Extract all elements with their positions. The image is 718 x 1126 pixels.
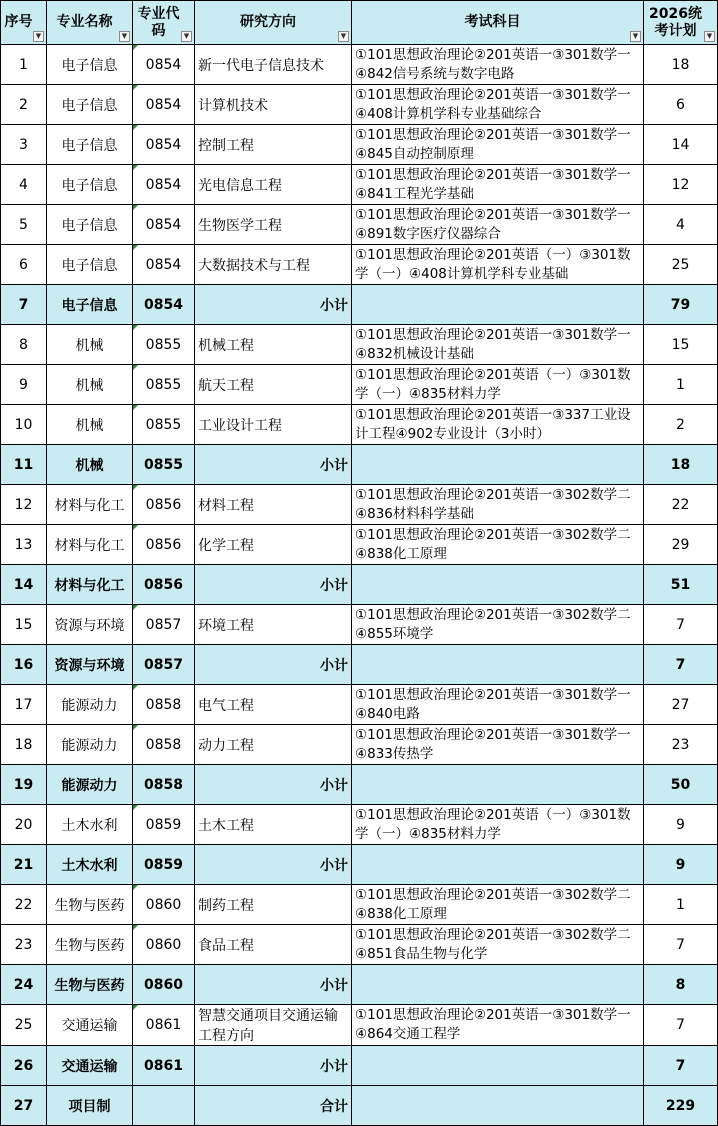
cell-seq: 23 <box>1 925 47 965</box>
cell-exam: ①101思想政治理论②201英语一③302数学二④851食品生物与化学 <box>352 925 644 965</box>
cell-seq: 25 <box>1 1005 47 1046</box>
cell-direction: 动力工程 <box>195 725 352 765</box>
cell-exam: ①101思想政治理论②201英语一③301数学一④891数字医疗仪器综合 <box>352 205 644 245</box>
cell-code-text: 0854 <box>145 216 182 233</box>
cell-marker-icon <box>133 125 138 130</box>
cell-marker-icon <box>133 165 138 170</box>
cell-direction: 航天工程 <box>195 365 352 405</box>
cell-subtotal-label: 小计 <box>195 645 352 685</box>
subtotal-row <box>1 565 718 605</box>
cell-code <box>133 885 195 925</box>
filter-dropdown-icon[interactable]: ▼ <box>338 31 349 42</box>
cell-seq: 5 <box>1 205 47 245</box>
cell-plan: 8 <box>644 965 718 1005</box>
cell-code <box>133 1005 195 1046</box>
cell-seq: 11 <box>1 445 47 485</box>
cell-plan: 7 <box>644 1046 718 1086</box>
cell-plan: 7 <box>644 1005 718 1046</box>
cell-direction: 新一代电子信息技术 <box>195 45 352 85</box>
cell-direction: 化学工程 <box>195 525 352 565</box>
table-row <box>1 325 718 365</box>
cell-major: 材料与化工 <box>47 565 133 605</box>
table-row <box>1 605 718 645</box>
subtotal-row <box>1 445 718 485</box>
cell-code-text: 0859 <box>144 856 183 873</box>
cell-direction: 材料工程 <box>195 485 352 525</box>
cell-exam: ①101思想政治理论②201英语一③301数学一④842信号系统与数字电路 <box>352 45 644 85</box>
cell-direction: 控制工程 <box>195 125 352 165</box>
cell-code-text: 0854 <box>145 256 182 273</box>
cell-code <box>133 845 195 885</box>
cell-code <box>133 405 195 445</box>
cell-seq: 26 <box>1 1046 47 1086</box>
cell-exam: ①101思想政治理论②201英语一③337工业设计工程④902专业设计（3小时） <box>352 405 644 445</box>
cell-code <box>133 485 195 525</box>
cell-exam <box>352 1086 644 1126</box>
cell-code <box>133 965 195 1005</box>
cell-exam: ①101思想政治理论②201英语一③301数学一④408计算机学科专业基础综合 <box>352 85 644 125</box>
cell-code-text: 0856 <box>145 536 182 553</box>
cell-exam: ①101思想政治理论②201英语（一）③301数学（一）④408计算机学科专业基础 <box>352 245 644 285</box>
cell-marker-icon <box>133 245 138 250</box>
cell-code <box>133 605 195 645</box>
table-row <box>1 885 718 925</box>
cell-code <box>133 245 195 285</box>
cell-seq: 15 <box>1 605 47 645</box>
cell-code <box>133 525 195 565</box>
cell-exam: ①101思想政治理论②201英语一③301数学一④845自动控制原理 <box>352 125 644 165</box>
cell-exam: ①101思想政治理论②201英语一③302数学二④838化工原理 <box>352 525 644 565</box>
cell-code-text: 0854 <box>145 56 182 73</box>
cell-direction: 土木工程 <box>195 805 352 845</box>
filter-dropdown-icon[interactable]: ▼ <box>704 31 715 42</box>
cell-marker-icon <box>133 805 138 810</box>
cell-code-text: 0857 <box>145 616 182 633</box>
cell-plan: 79 <box>644 285 718 325</box>
cell-exam: ①101思想政治理论②201英语一③301数学一④833传热学 <box>352 725 644 765</box>
cell-seq: 9 <box>1 365 47 405</box>
cell-exam: ①101思想政治理论②201英语一③302数学二④838化工原理 <box>352 885 644 925</box>
cell-major: 能源动力 <box>47 725 133 765</box>
cell-major: 材料与化工 <box>47 485 133 525</box>
cell-seq: 12 <box>1 485 47 525</box>
cell-direction: 光电信息工程 <box>195 165 352 205</box>
cell-plan: 7 <box>644 605 718 645</box>
cell-code <box>133 725 195 765</box>
cell-exam <box>352 845 644 885</box>
cell-code <box>133 445 195 485</box>
cell-major: 机械 <box>47 325 133 365</box>
cell-code <box>133 165 195 205</box>
cell-code-text: 0854 <box>144 296 183 313</box>
cell-subtotal-label: 小计 <box>195 845 352 885</box>
cell-exam: ①101思想政治理论②201英语（一）③301数学（一）④835材料力学 <box>352 805 644 845</box>
table-row <box>1 805 718 845</box>
cell-marker-icon <box>133 85 138 90</box>
cell-code-text: 0860 <box>145 896 182 913</box>
cell-code-text: 0855 <box>145 416 182 433</box>
cell-code <box>133 685 195 725</box>
cell-major: 机械 <box>47 445 133 485</box>
cell-code <box>133 125 195 165</box>
cell-seq: 6 <box>1 245 47 285</box>
table-row <box>1 205 718 245</box>
cell-code-text: 0856 <box>144 576 183 593</box>
cell-subtotal-label: 小计 <box>195 445 352 485</box>
cell-plan: 7 <box>644 925 718 965</box>
cell-exam <box>352 965 644 1005</box>
cell-code <box>133 365 195 405</box>
cell-code <box>133 45 195 85</box>
cell-major: 电子信息 <box>47 85 133 125</box>
cell-direction: 工业设计工程 <box>195 405 352 445</box>
cell-code <box>133 1086 195 1126</box>
cell-exam: ①101思想政治理论②201英语一③301数学一④864交通工程学 <box>352 1005 644 1046</box>
cell-seq: 21 <box>1 845 47 885</box>
cell-plan: 27 <box>644 685 718 725</box>
cell-code <box>133 1046 195 1086</box>
cell-code-text: 0854 <box>145 96 182 113</box>
table-row <box>1 685 718 725</box>
table-row <box>1 245 718 285</box>
cell-code <box>133 325 195 365</box>
cell-exam <box>352 445 644 485</box>
cell-plan: 1 <box>644 365 718 405</box>
cell-exam: ①101思想政治理论②201英语（一）③301数学（一）④835材料力学 <box>352 365 644 405</box>
cell-marker-icon <box>133 205 138 210</box>
cell-subtotal-label: 小计 <box>195 285 352 325</box>
cell-seq: 27 <box>1 1086 47 1126</box>
subtotal-row <box>1 645 718 685</box>
cell-direction: 食品工程 <box>195 925 352 965</box>
cell-major: 机械 <box>47 405 133 445</box>
cell-major: 土木水利 <box>47 845 133 885</box>
cell-direction: 制药工程 <box>195 885 352 925</box>
cell-code-text: 0855 <box>145 336 182 353</box>
cell-plan: 9 <box>644 805 718 845</box>
cell-code-text: 0858 <box>145 696 182 713</box>
cell-subtotal-label: 小计 <box>195 965 352 1005</box>
cell-major: 电子信息 <box>47 285 133 325</box>
filter-dropdown-icon[interactable]: ▼ <box>33 31 44 42</box>
header-row <box>1 1 718 45</box>
cell-code-text: 0857 <box>144 656 183 673</box>
table-row <box>1 405 718 445</box>
cell-plan: 229 <box>644 1086 718 1126</box>
subtotal-row <box>1 1046 718 1086</box>
cell-exam: ①101思想政治理论②201英语一③301数学一④841工程光学基础 <box>352 165 644 205</box>
cell-direction: 环境工程 <box>195 605 352 645</box>
cell-major: 电子信息 <box>47 125 133 165</box>
cell-code-text: 0861 <box>144 1057 183 1074</box>
subtotal-row <box>1 1086 718 1126</box>
cell-major: 能源动力 <box>47 685 133 725</box>
cell-major: 机械 <box>47 365 133 405</box>
cell-exam <box>352 1046 644 1086</box>
cell-major: 交通运输 <box>47 1005 133 1046</box>
table-row <box>1 45 718 85</box>
cell-exam <box>352 285 644 325</box>
cell-subtotal-label: 小计 <box>195 1046 352 1086</box>
table-row <box>1 485 718 525</box>
cell-seq: 16 <box>1 645 47 685</box>
cell-marker-icon <box>133 365 138 370</box>
cell-subtotal-label: 合计 <box>195 1086 352 1126</box>
cell-plan: 51 <box>644 565 718 605</box>
cell-marker-icon <box>133 525 138 530</box>
cell-plan: 9 <box>644 845 718 885</box>
cell-marker-icon <box>133 925 138 930</box>
cell-code-text: 0860 <box>145 936 182 953</box>
cell-plan: 12 <box>644 165 718 205</box>
cell-plan: 18 <box>644 445 718 485</box>
cell-direction: 生物医学工程 <box>195 205 352 245</box>
cell-plan: 1 <box>644 885 718 925</box>
cell-code <box>133 285 195 325</box>
subtotal-row <box>1 845 718 885</box>
cell-major: 土木水利 <box>47 805 133 845</box>
header-plan: 2026统考计划 ▼ <box>644 1 718 45</box>
header-seq: 序号 ▼ <box>1 1 47 45</box>
cell-major: 电子信息 <box>47 45 133 85</box>
cell-seq: 20 <box>1 805 47 845</box>
cell-code <box>133 205 195 245</box>
cell-major: 生物与医药 <box>47 885 133 925</box>
cell-seq: 13 <box>1 525 47 565</box>
cell-code-text: 0854 <box>145 136 182 153</box>
cell-major: 电子信息 <box>47 165 133 205</box>
table-row <box>1 925 718 965</box>
cell-major: 项目制 <box>47 1086 133 1126</box>
cell-code-text: 0861 <box>145 1017 182 1033</box>
cell-code <box>133 925 195 965</box>
cell-code-text: 0858 <box>144 776 183 793</box>
cell-seq: 10 <box>1 405 47 445</box>
cell-plan: 14 <box>644 125 718 165</box>
cell-exam: ①101思想政治理论②201英语一③301数学一④840电路 <box>352 685 644 725</box>
cell-marker-icon <box>133 605 138 610</box>
cell-direction: 电气工程 <box>195 685 352 725</box>
cell-seq: 7 <box>1 285 47 325</box>
cell-marker-icon <box>133 885 138 890</box>
cell-direction: 大数据技术与工程 <box>195 245 352 285</box>
cell-plan: 18 <box>644 45 718 85</box>
cell-major: 能源动力 <box>47 765 133 805</box>
cell-seq: 19 <box>1 765 47 805</box>
cell-major: 电子信息 <box>47 205 133 245</box>
cell-seq: 14 <box>1 565 47 605</box>
cell-major: 材料与化工 <box>47 525 133 565</box>
cell-marker-icon <box>133 685 138 690</box>
filter-dropdown-icon[interactable]: ▼ <box>630 31 641 42</box>
cell-exam: ①101思想政治理论②201英语一③301数学一④832机械设计基础 <box>352 325 644 365</box>
header-code: 专业代码 ▼ <box>133 1 195 45</box>
cell-code-text: 0855 <box>144 456 183 473</box>
cell-major: 资源与环境 <box>47 645 133 685</box>
cell-subtotal-label: 小计 <box>195 565 352 605</box>
header-exam: 考试科目 ▼ <box>352 1 644 45</box>
cell-exam: ①101思想政治理论②201英语一③302数学二④836材料科学基础 <box>352 485 644 525</box>
filter-dropdown-icon[interactable]: ▼ <box>181 31 192 42</box>
table-row <box>1 85 718 125</box>
cell-marker-icon <box>133 485 138 490</box>
cell-marker-icon <box>133 725 138 730</box>
cell-plan: 2 <box>644 405 718 445</box>
subtotal-row <box>1 965 718 1005</box>
cell-plan: 15 <box>644 325 718 365</box>
cell-subtotal-label: 小计 <box>195 765 352 805</box>
cell-major: 生物与医药 <box>47 925 133 965</box>
cell-code-text: 0856 <box>145 496 182 513</box>
subtotal-row <box>1 765 718 805</box>
cell-seq: 1 <box>1 45 47 85</box>
table-row <box>1 1005 718 1046</box>
cell-plan: 29 <box>644 525 718 565</box>
cell-plan: 50 <box>644 765 718 805</box>
table-row <box>1 365 718 405</box>
cell-plan: 23 <box>644 725 718 765</box>
cell-major: 生物与医药 <box>47 965 133 1005</box>
cell-seq: 8 <box>1 325 47 365</box>
cell-code-text: 0860 <box>144 976 183 993</box>
cell-exam <box>352 765 644 805</box>
cell-seq: 22 <box>1 885 47 925</box>
cell-plan: 22 <box>644 485 718 525</box>
cell-code-text: 0858 <box>145 736 182 753</box>
cell-marker-icon <box>133 325 138 330</box>
cell-code <box>133 765 195 805</box>
subtotal-row <box>1 285 718 325</box>
cell-code <box>133 805 195 845</box>
cell-direction: 计算机技术 <box>195 85 352 125</box>
filter-dropdown-icon[interactable]: ▼ <box>119 31 130 42</box>
cell-seq: 17 <box>1 685 47 725</box>
table-row <box>1 125 718 165</box>
cell-plan: 7 <box>644 645 718 685</box>
table-row <box>1 725 718 765</box>
cell-code <box>133 85 195 125</box>
cell-exam: ①101思想政治理论②201英语一③302数学二④855环境学 <box>352 605 644 645</box>
table-row <box>1 525 718 565</box>
cell-major: 电子信息 <box>47 245 133 285</box>
cell-code-text: 0854 <box>145 176 182 193</box>
cell-seq: 3 <box>1 125 47 165</box>
cell-marker-icon <box>133 45 138 50</box>
cell-code-text: 0859 <box>145 816 182 833</box>
cell-marker-icon <box>133 405 138 410</box>
cell-seq: 2 <box>1 85 47 125</box>
table-row <box>1 165 718 205</box>
cell-seq: 18 <box>1 725 47 765</box>
cell-exam <box>352 565 644 605</box>
cell-plan: 6 <box>644 85 718 125</box>
cell-code-text: 0855 <box>145 376 182 393</box>
header-major: 专业名称 ▼ <box>47 1 133 45</box>
cell-plan: 25 <box>644 245 718 285</box>
cell-seq: 24 <box>1 965 47 1005</box>
cell-seq: 4 <box>1 165 47 205</box>
cell-code <box>133 565 195 605</box>
cell-direction: 机械工程 <box>195 325 352 365</box>
header-direction: 研究方向 ▼ <box>195 1 352 45</box>
cell-major: 交通运输 <box>47 1046 133 1086</box>
cell-exam <box>352 645 644 685</box>
cell-marker-icon <box>133 1005 138 1010</box>
cell-plan: 4 <box>644 205 718 245</box>
cell-code <box>133 645 195 685</box>
cell-direction: 智慧交通项目交通运输工程方向 <box>195 1005 352 1046</box>
cell-major: 资源与环境 <box>47 605 133 645</box>
